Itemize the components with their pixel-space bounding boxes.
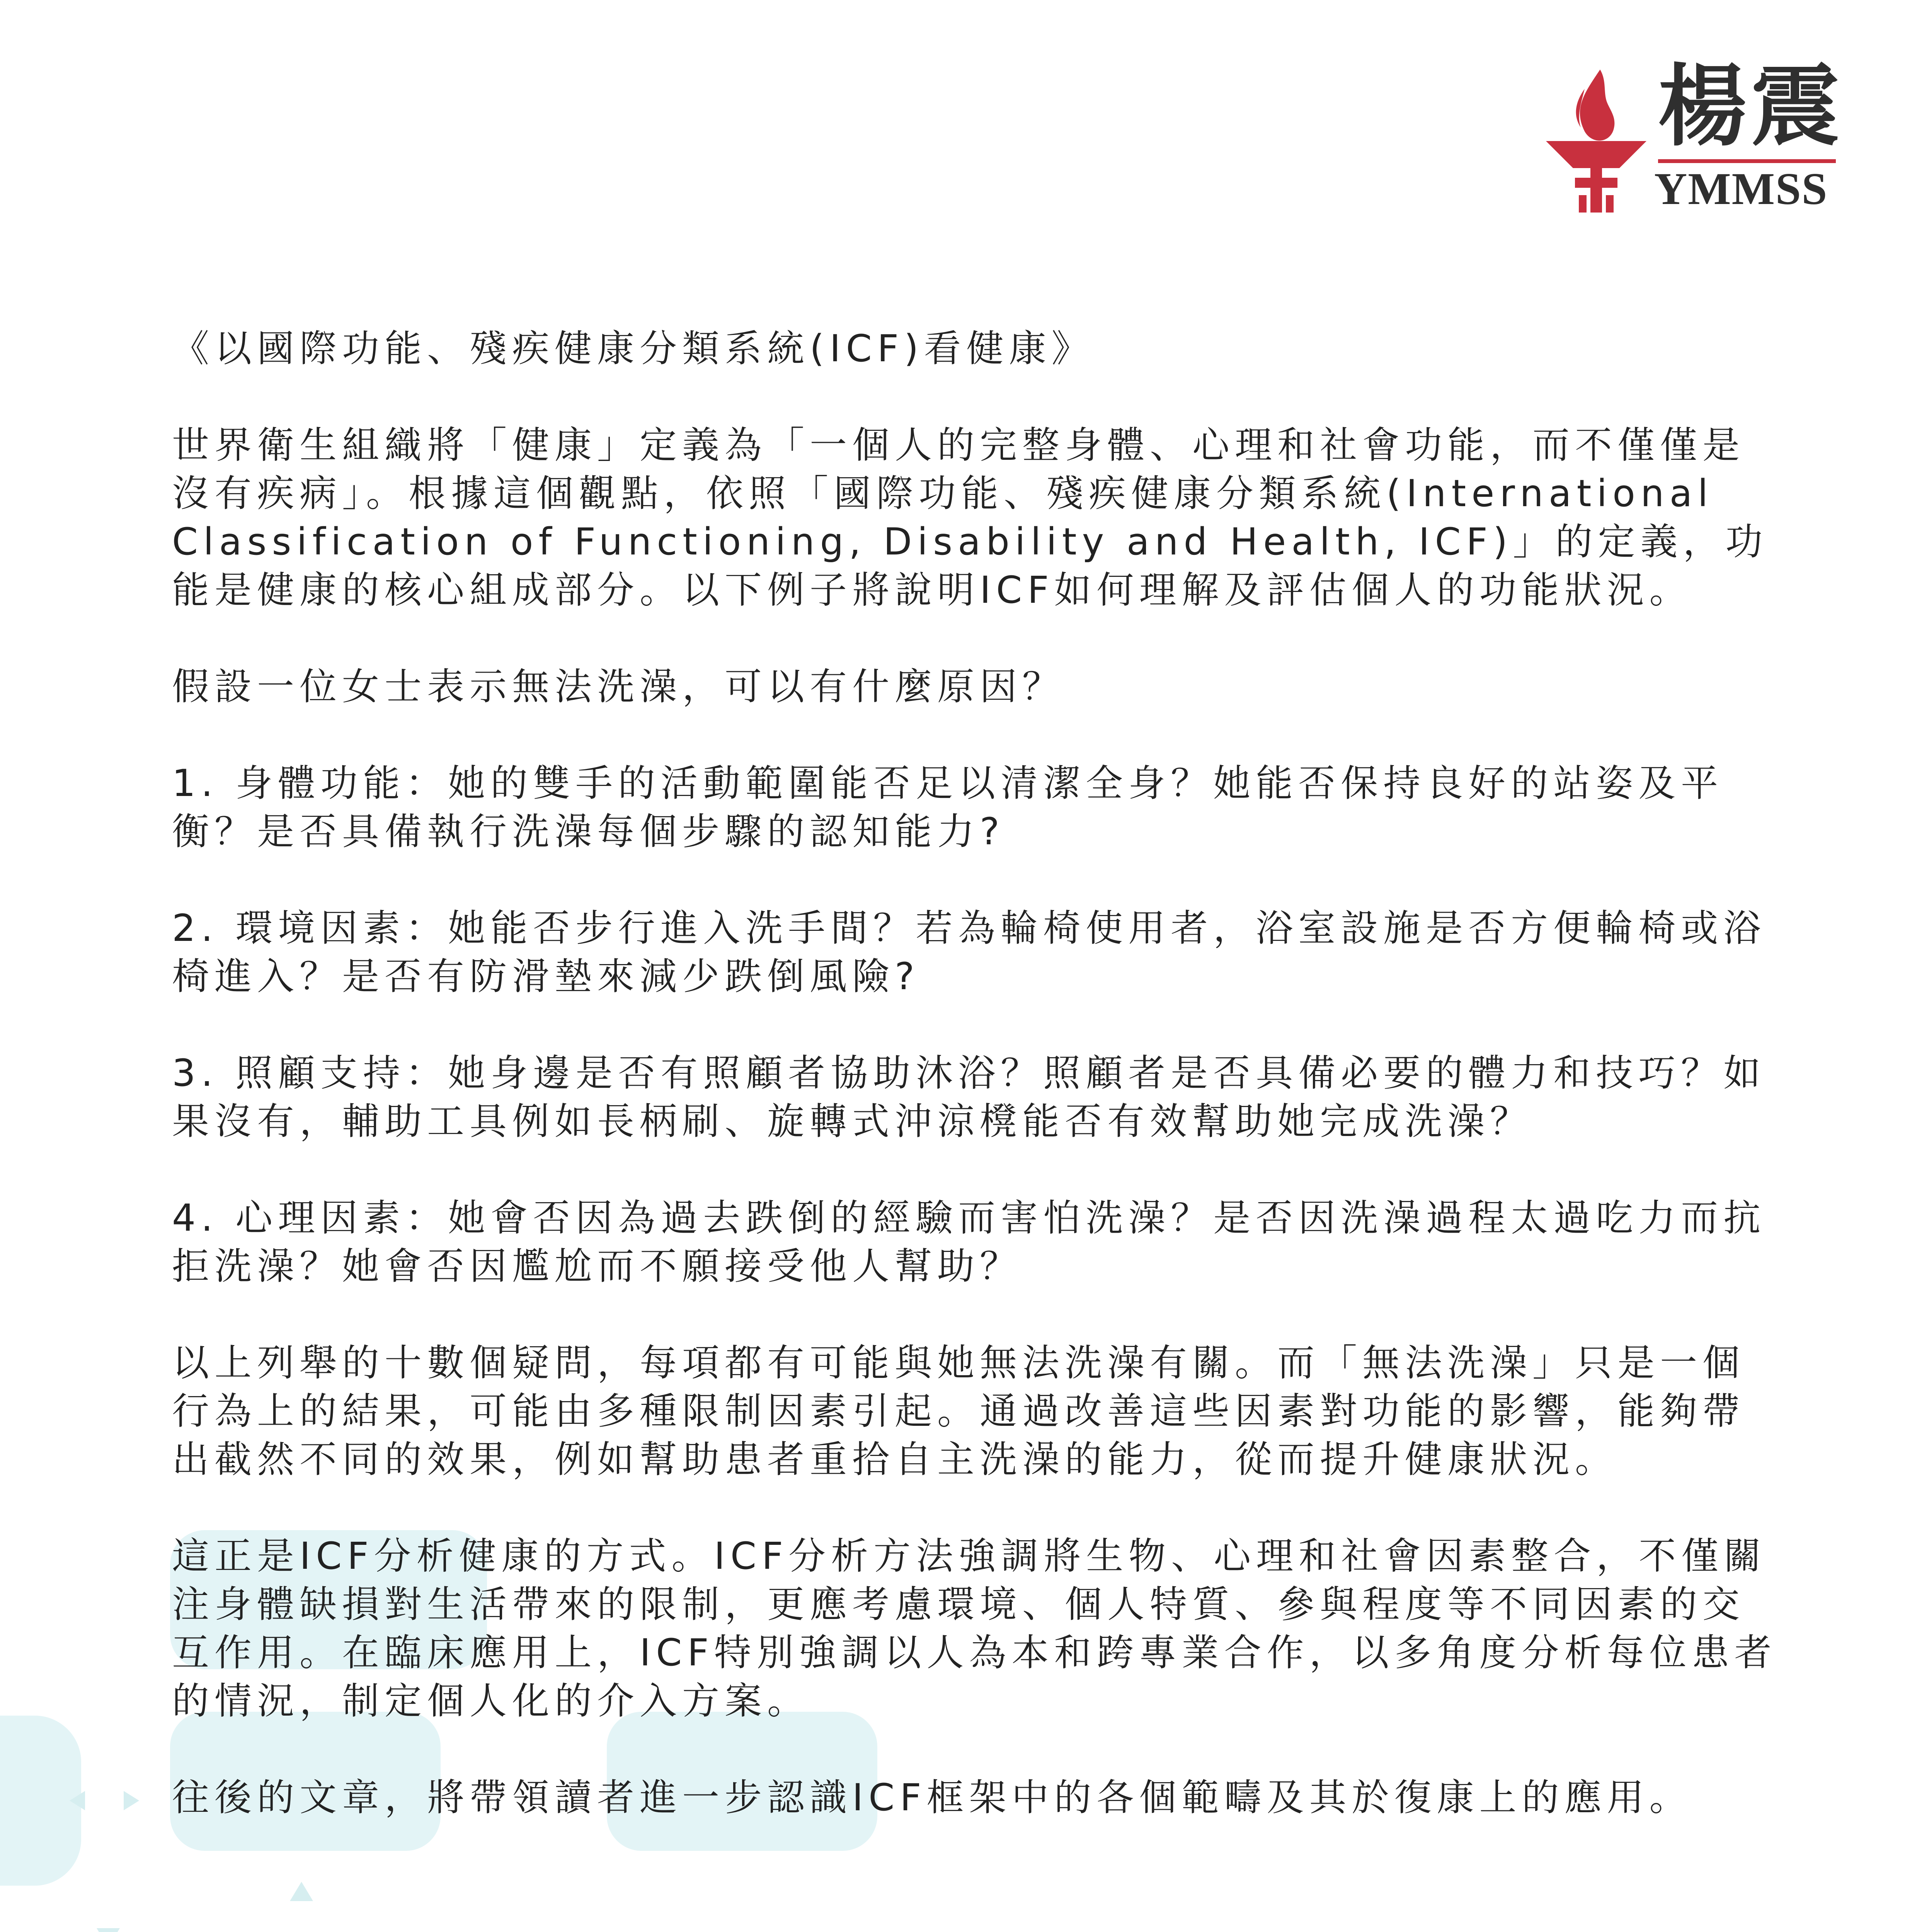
organization-logo: [1542, 54, 1844, 224]
decor-blob-2: [0, 1716, 81, 1886]
logo-english-name: YMMSS: [1654, 163, 1828, 214]
paragraph-question: 假設一位女士表示無法洗澡，可以有什麼原因？: [172, 665, 1065, 708]
paragraph-point-3: 3. 照顧支持：她身邊是否有照顧者協助沐浴？照顧者是否具備必要的體力和技巧？如果沒有，輔助工具例如長柄刷、旋轉式沖涼櫈能否有效幫助她完成洗澡？: [172, 1051, 1766, 1143]
article-title: 《以國際功能、殘疾健康分類系統(ICF)看健康》: [172, 327, 1094, 370]
paragraph-point-2: 2. 環境因素：她能否步行進入洗手間？若為輪椅使用者，浴室設施是否方便輪椅或浴椅進入？是否有防滑墊來減少跌倒風險?: [172, 906, 1766, 998]
decor-triangle-icon: [97, 1928, 120, 1932]
paragraph-point-1: 1. 身體功能：她的雙手的活動範圍能否足以清潔全身？她能否保持良好的站姿及平衡？是否具備執行洗澡每個步驟的認知能力?: [172, 762, 1724, 853]
paragraph-summary: 以上列舉的十數個疑問，每項都有可能與她無法洗澡有關。而「無法洗澡」只是一個行為上的結果，可能由多種限制因素引起。通過改善這些因素對功能的影響，能夠帶出截然不同的效果，例如幫助患者重拾自主洗澡的能力，從而提升健康狀況。: [172, 1341, 1745, 1481]
logo-chinese-name: 楊震: [1658, 54, 1844, 158]
paragraph-point-4: 4. 心理因素：她會否因為過去跌倒的經驗而害怕洗澡？是否因洗澡過程太過吃力而抗拒洗澡？她會否因尷尬而不願接受他人幫助？: [172, 1196, 1766, 1288]
decor-arrows-icon: [70, 1785, 139, 1816]
flame-cross-icon: [1542, 62, 1650, 216]
logo-rule: [1658, 159, 1836, 163]
paragraph-icf-method: 這正是ICF分析健康的方式。ICF分析方法強調將生物、心理和社會因素整合，不僅關注身體缺損對生活帶來的限制，更應考慮環境、個人特質、參與程度等不同因素的交互作用。在臨床應用上，ICF特別強調以人為本和跨專業合作，以多角度分析每位患者的情況，制定個人化的介入方案。: [172, 1534, 1777, 1723]
article-body: [172, 325, 1784, 1932]
paragraph-outro: 往後的文章，將帶領讀者進一步認識ICF框架中的各個範疇及其於復康上的應用。: [172, 1776, 1692, 1819]
paragraph-intro: 世界衛生組織將「健康」定義為「一個人的完整身體、心理和社會功能，而不僅僅是沒有疾病」。根據這個觀點，依照「國際功能、殘疾健康分類系統(International Classification of Functioning, Disability and Health, ICF)」的定義，功能是健康的核心組成部分。以下例子將說明ICF如何理解及評估個人的功能狀況。: [172, 423, 1768, 612]
